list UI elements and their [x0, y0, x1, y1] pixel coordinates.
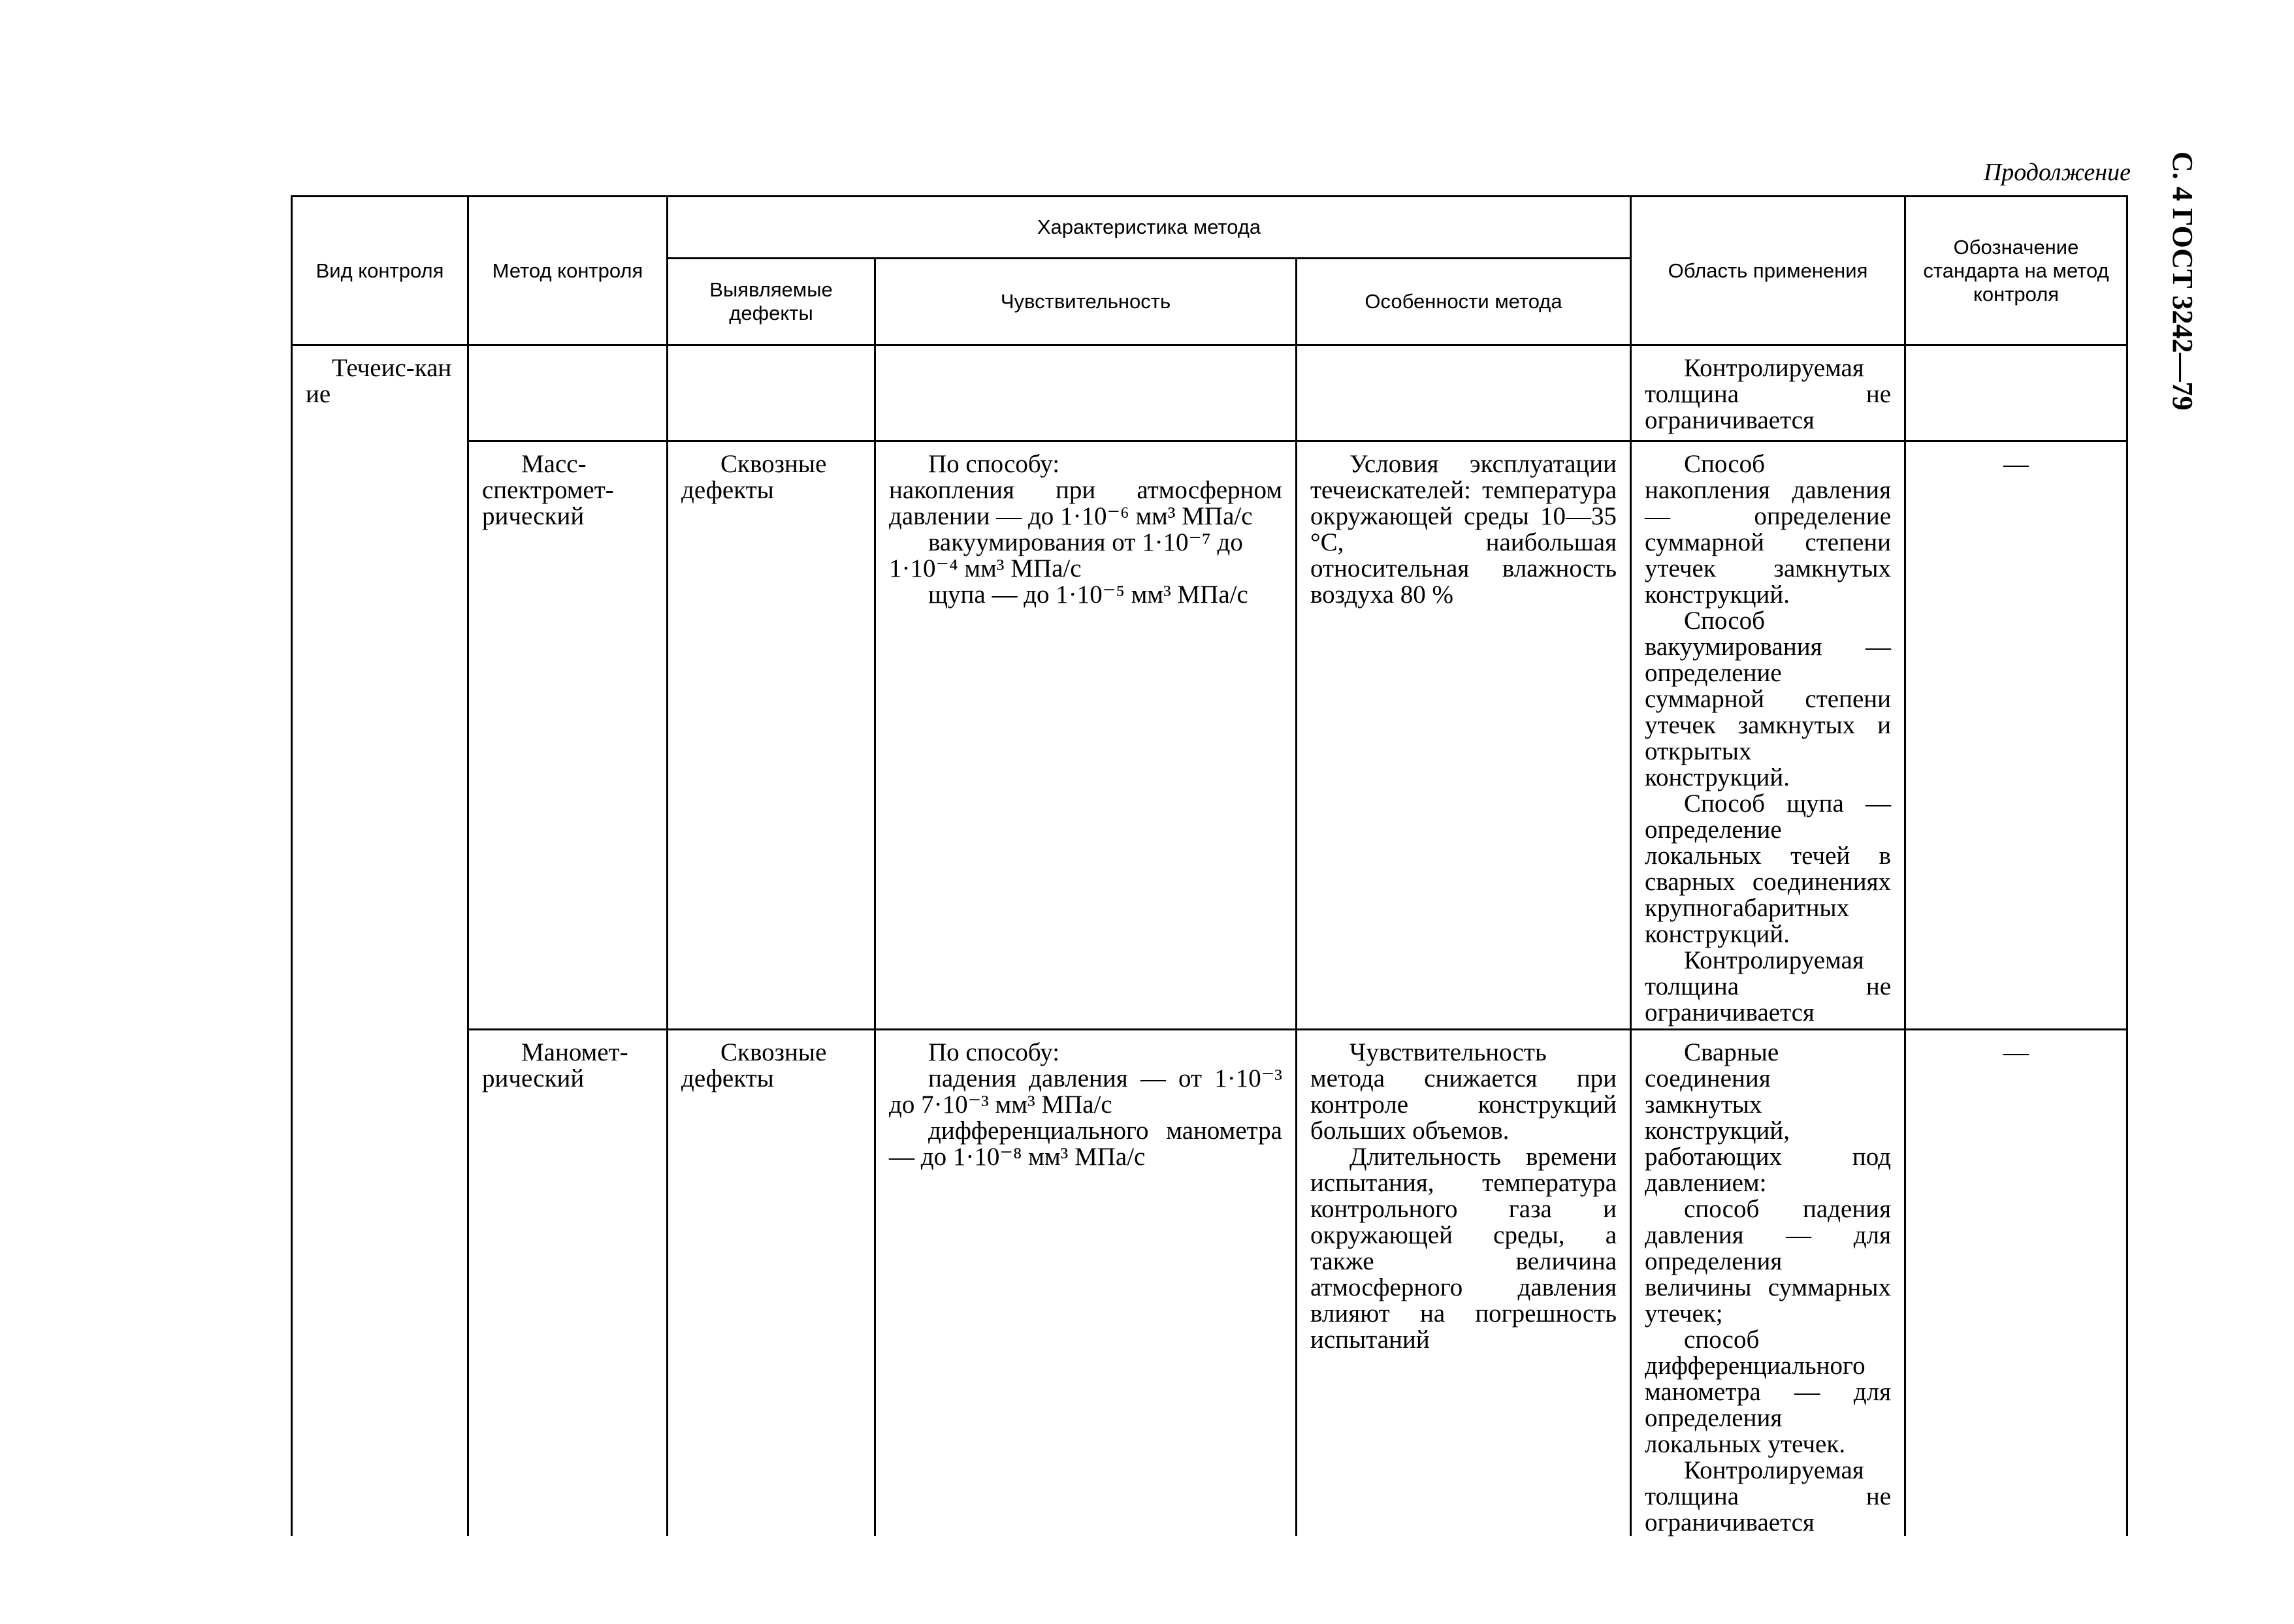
oboznachenie-cell [1905, 1030, 2127, 1536]
oblast-text: способ падения давления — для определения величины суммарных утечек; [1645, 1195, 1892, 1328]
oblast-cell [1631, 441, 1905, 1030]
page-header: С. 4 ГОСТ 3242—79 [2167, 151, 2199, 411]
empty-cell [668, 345, 875, 441]
metod-text: Масс-спектромет-рический [482, 450, 614, 530]
osobennosti-cell [1297, 1030, 1631, 1536]
defekty-text: Сквозные дефекты [681, 450, 827, 504]
osobennosti-text: Условия эксплуатации течеискателей: температура окружающей среды 10—35 °С, наибольшая относительная влажность воздуха 80 % [1310, 450, 1617, 609]
header-metod: Метод контроля [468, 197, 668, 345]
oboznachenie-text: — [2003, 450, 2029, 478]
osobennosti-text: Чувствительность метода снижается при контроле конструкций больших объемов. [1310, 1038, 1617, 1145]
table-row [292, 441, 2127, 1030]
metod-cell [468, 1030, 668, 1536]
chuvstv-text: падения давления — от 1·10⁻³ до 7·10⁻³ мм³ МПа/с [889, 1064, 1282, 1119]
empty-cell [1905, 345, 2127, 441]
chuvstv-text: вакуумирования от 1·10⁻⁷ до 1·10⁻⁴ мм³ МПа/с [889, 528, 1243, 582]
oboznachenie-text: — [2003, 1038, 2029, 1066]
chuvstv-cell [875, 441, 1297, 1030]
methods-table [291, 195, 2128, 1536]
oblast-text: Способ накопления давления — определение суммарной степени утечек замкнутых конструкций. [1645, 450, 1892, 609]
chuvstv-cell [875, 1030, 1297, 1536]
chuvstv-text: По способу: [928, 450, 1060, 478]
oblast-text: Способ щупа — определение локальных течей в сварных соединениях крупногабаритных конструкций. [1645, 789, 1892, 948]
oblast-text: Сварные соединения замкнутых конструкций, работающих под давлением: [1645, 1038, 1892, 1197]
defekty-text: Сквозные дефекты [681, 1038, 827, 1092]
table-row [292, 1030, 2127, 1536]
header-vid: Вид контроля [292, 197, 468, 345]
empty-cell [468, 345, 668, 441]
oblast-text: способ дифференциального манометра — для определения локальных утечек. [1645, 1326, 1892, 1458]
osobennosti-cell [1297, 441, 1631, 1030]
header-defekty: Выявляемые дефекты [668, 259, 875, 345]
vid-text: Течеис-кание [306, 354, 452, 408]
header-osobennosti: Особенности метода [1297, 259, 1631, 345]
table-row [292, 345, 2127, 441]
header-harakteristika: Характеристика метода [668, 197, 1631, 259]
empty-cell [875, 345, 1297, 441]
chuvstv-text: По способу: [928, 1038, 1060, 1066]
header-oblast: Область применения [1631, 197, 1905, 345]
header-oboznachenie: Обозначение стандарта на метод контроля [1905, 197, 2127, 345]
osobennosti-text: Длительность времени испытания, температура контрольного газа и окружающей среды, а также величина атмосферного давления влияют на погрешность испытаний [1310, 1143, 1617, 1354]
vid-cell [292, 345, 468, 1536]
oblast-text: Способ вакуумирования — определение суммарной степени утечек замкнутых и открытых конструкций. [1645, 607, 1892, 791]
oboznachenie-cell [1905, 441, 2127, 1030]
chuvstv-text: дифференциального манометра — до 1·10⁻⁸ мм³ МПа/с [889, 1117, 1282, 1171]
metod-cell [468, 441, 668, 1030]
oblast-text: Контролируемая толщина не ограничивается [1645, 1456, 1892, 1536]
empty-cell [1297, 345, 1631, 441]
oblast-cell [1631, 1030, 1905, 1536]
oblast-cell [1631, 345, 1905, 441]
oblast-text: Контролируемая толщина не ограничивается [1645, 354, 1892, 434]
metod-text: Маномет-рический [482, 1038, 628, 1092]
oblast-text: Контролируемая толщина не ограничивается [1645, 946, 1892, 1027]
continuation-label: Продолжение [1983, 159, 2131, 186]
header-chuvstv: Чувствительность [875, 259, 1297, 345]
defekty-cell [668, 1030, 875, 1536]
chuvstv-text: накопления при атмосферном давлении — до 1·10⁻⁶ мм³ МПа/с [889, 476, 1282, 530]
defekty-cell [668, 441, 875, 1030]
chuvstv-text: щупа — до 1·10⁻⁵ мм³ МПа/с [928, 581, 1248, 609]
